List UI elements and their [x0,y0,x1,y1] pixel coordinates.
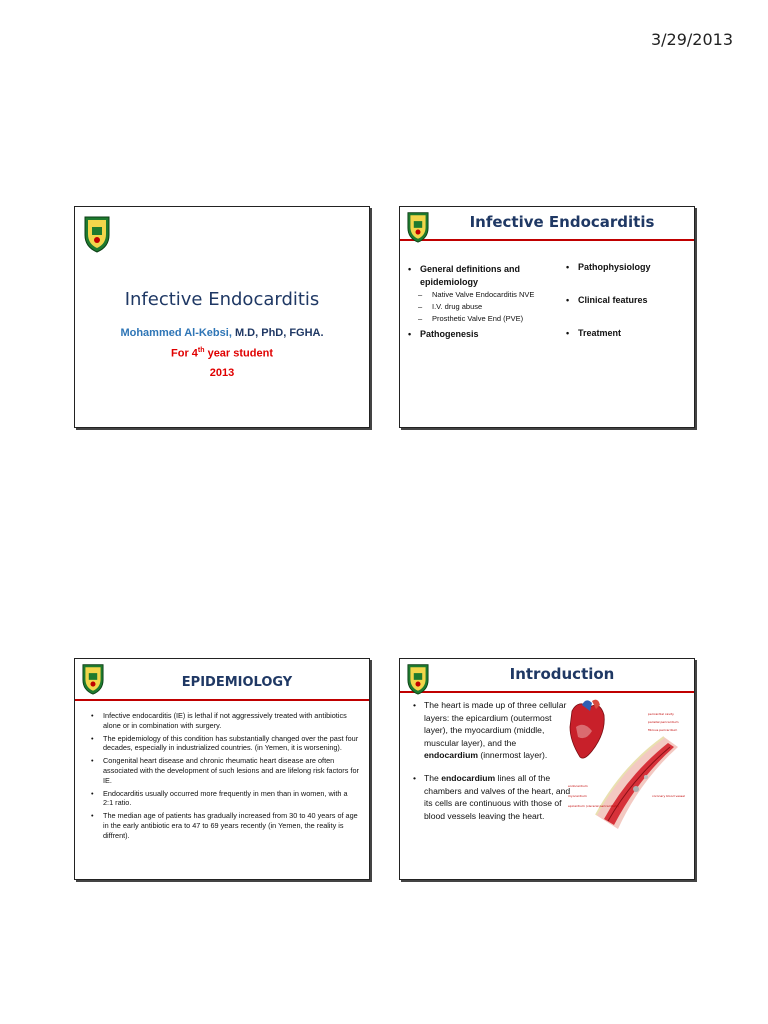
label-endocardium: endocardium [568,784,588,788]
slide-title [74,206,370,428]
label-parietal-pericardium: parietal pericardium [648,720,679,724]
outline-item: • Pathophysiology [566,261,690,274]
slide-heading: Introduction [509,665,615,683]
introduction-text [412,699,572,832]
outline-item: • Clinical features [566,294,690,307]
author-separator: , [228,327,232,339]
slide-outline [399,206,695,428]
b2-bold: endocardium [441,772,496,783]
b2-pre: The [424,772,442,783]
university-crest-icon [83,215,111,253]
author-line [75,327,369,339]
outline-subitem: – Native Valve Endocarditis NVE [408,289,556,301]
university-crest-icon [406,663,430,695]
label-coronary-vessel: coronary blood vessel [652,794,685,798]
university-crest-icon [406,211,430,243]
university-crest-icon [81,663,105,695]
slide-heading: EPIDEMIOLOGY [181,675,293,690]
list-item: • The median age of patients has gradually increased from 30 to 40 years of age in the early antibiotic era to 47 to 69 years recently (in Yemen, the reality is diffrent). [87,811,359,840]
list-item: • The epidemiology of this condition has substantially changed over the past four decades, especially in industrialized countries. (in Yemen, it is worsening). [87,734,359,754]
audience-sup: th [197,347,205,354]
list-item: • Endocarditis usually occurred more frequently in men than in women, with a 2:1 ratio. [87,789,359,809]
list-item: • Congenital heart disease and chronic rheumatic heart disease are often associated with the development of such lesions and are lifelong risk factors for IE. [87,756,359,785]
outline-subitem: – Prosthetic Valve End (PVE) [408,313,556,325]
b1-bold: endocardium [424,750,478,761]
slide-epidemiology [74,658,370,880]
b2-post: lines all of the chambers and valves of the heart, and its cells are continuous with those of blood vessels leaving the heart. [424,772,571,821]
outline-left-column [408,263,556,341]
author-degrees: M.D, PhD, FGHA. [234,327,324,339]
audience-pre: For 4 [171,347,198,360]
presentation-year: 2013 [209,367,235,379]
list-item: • Infective endocarditis (IE) is lethal if not aggressively treated with antibiotics alone or in combination with surgery. [87,711,359,731]
author-name: Mohammed Al-Kebsi [120,327,229,339]
list-item [412,772,572,822]
epidemiology-list [87,711,359,844]
audience-post: year student [204,347,273,360]
heart-layers-illustration [566,697,688,835]
outline-item: • Treatment [566,327,690,340]
label-fibrous-pericardium: fibrous pericardium [648,728,678,732]
label-myocardium: myocardium [568,794,587,798]
outline-subitem: – I.V. drug abuse [408,301,556,313]
slide-heading: Infective Endocarditis [469,213,655,231]
label-epicardium: epicardium (visceral pericardium) [568,804,619,808]
list-item [412,699,572,762]
b1-pre: The heart is made up of three cellular layers: the epicardium (outermost layer), the myocardium (middle, muscular layer), and the [424,700,567,748]
page-date: 3/29/2013 [650,30,733,49]
label-pericardial-cavity: pericardial cavity [648,712,674,716]
audience-line [75,347,369,360]
presentation-title: Infective Endocarditis [124,289,320,310]
b1-post: (innermost layer). [477,750,548,761]
outline-item: • Pathogenesis [408,328,556,341]
outline-right-column [566,261,690,340]
slide-introduction [399,658,695,880]
outline-item: • General definitions and epidemiology [408,263,556,289]
